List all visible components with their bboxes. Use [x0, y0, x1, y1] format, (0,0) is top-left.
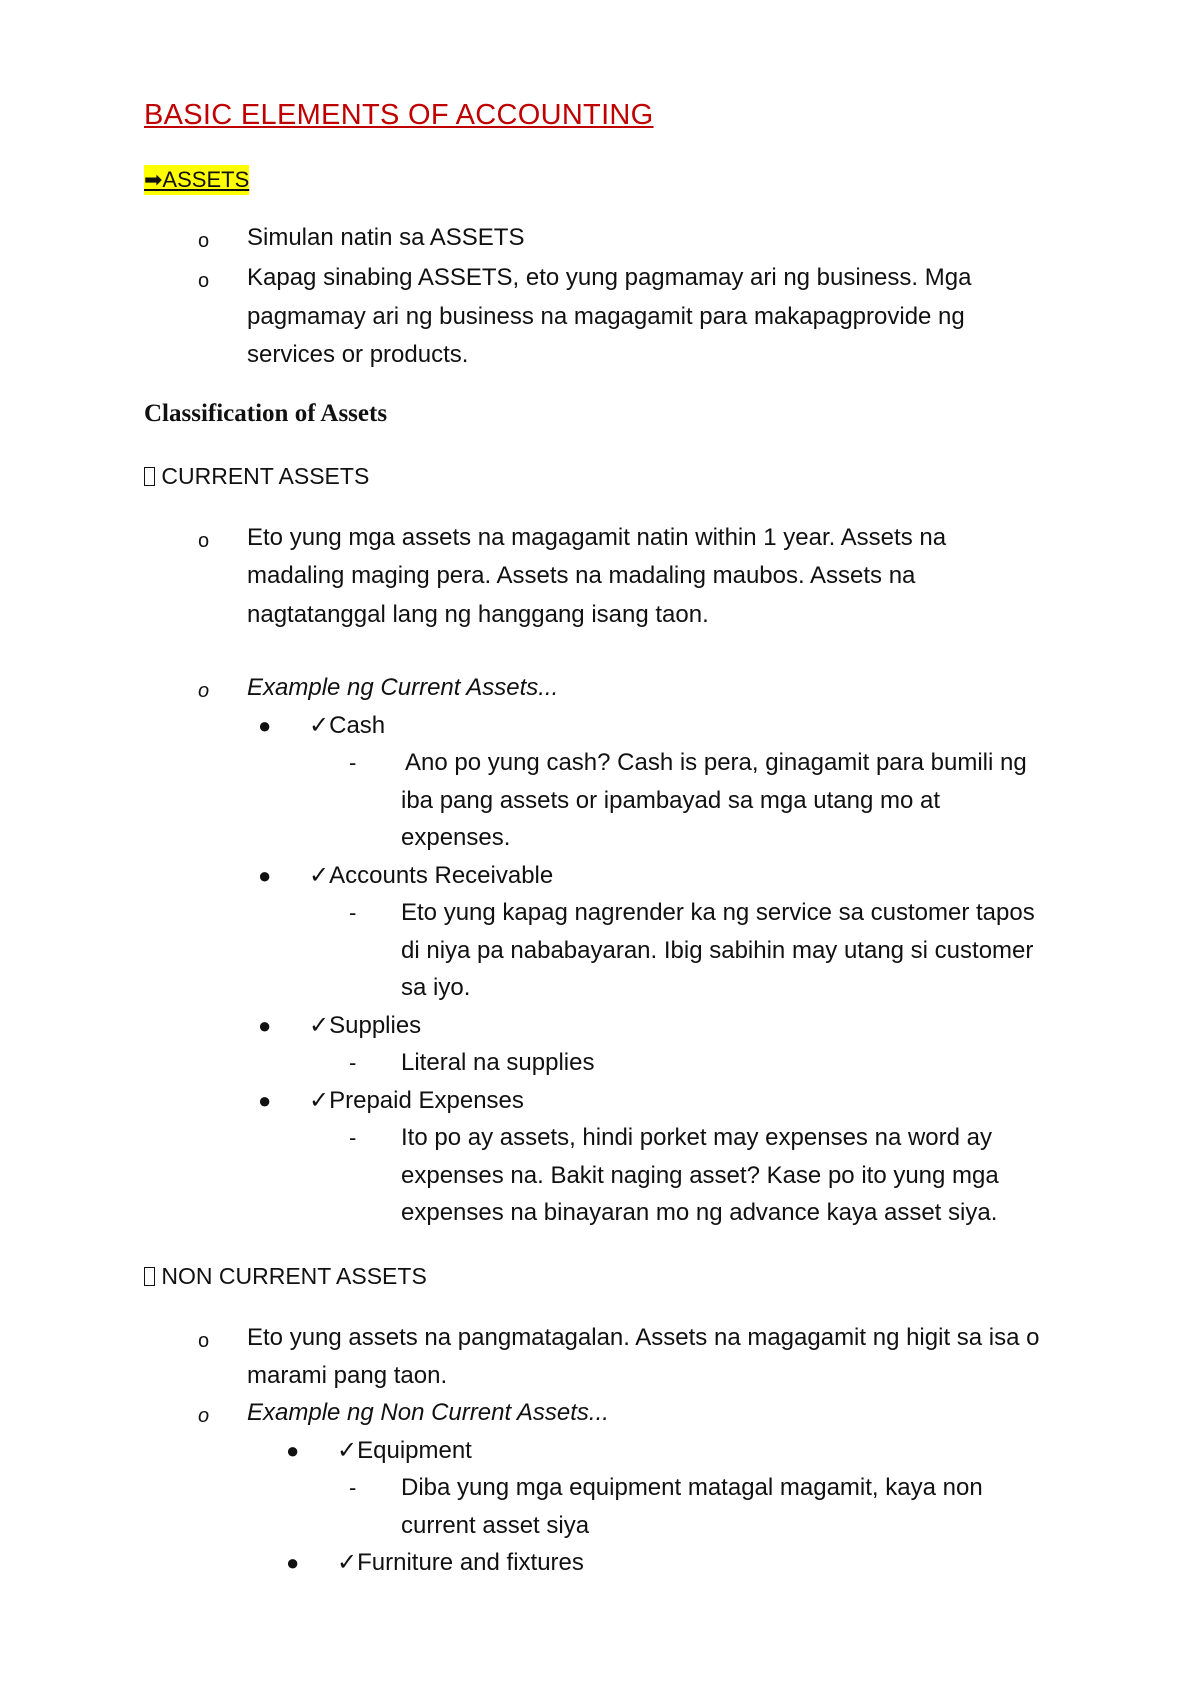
- box-icon: [144, 467, 155, 486]
- equipment-detail-line: current asset siya: [401, 1512, 590, 1539]
- bullet-icon: ●: [258, 863, 272, 888]
- current-example-label: Example ng Current Assets...: [247, 674, 559, 701]
- dash-icon: -: [349, 1050, 357, 1075]
- dash-icon: -: [349, 1125, 357, 1150]
- intro-line: Simulan natin sa ASSETS: [247, 224, 525, 251]
- current-item-prepaid-expenses: ✓Prepaid Expenses: [309, 1087, 524, 1114]
- circle-bullet-icon: o: [198, 270, 210, 292]
- cash-detail-line: iba pang assets or ipambayad sa mga utang mo at: [401, 787, 940, 814]
- dash-icon: -: [349, 900, 357, 925]
- intro-line: pagmamay ari ng business na magagamit para makapagprovide ng: [247, 303, 965, 330]
- prepaid-detail-line: expenses na binayaran mo ng advance kaya asset siya.: [401, 1199, 998, 1226]
- current-item-accounts-receivable: ✓Accounts Receivable: [309, 862, 554, 889]
- noncurrent-item-furniture-and-fixtures: ✓Furniture and fixtures: [337, 1549, 584, 1576]
- prepaid-detail-line: expenses na. Bakit naging asset? Kase po ito yung mga: [401, 1162, 999, 1189]
- bullet-icon: ●: [258, 1088, 272, 1113]
- prepaid-detail-line: Ito po ay assets, hindi porket may expenses na word ay: [401, 1124, 992, 1151]
- supplies-detail-line: Literal na supplies: [401, 1049, 595, 1076]
- noncurrent-description-line: Eto yung assets na pangmatagalan. Assets na magagamit ng higit sa isa o: [247, 1324, 1040, 1351]
- document-title: BASIC ELEMENTS OF ACCOUNTING: [144, 99, 654, 131]
- bullet-icon: ●: [286, 1550, 300, 1575]
- circle-bullet-icon: o: [198, 230, 210, 252]
- receivable-detail-line: Eto yung kapag nagrender ka ng service sa customer tapos: [401, 899, 1035, 926]
- current-item-supplies: ✓Supplies: [309, 1012, 422, 1039]
- noncurrent-example-label: Example ng Non Current Assets...: [247, 1399, 609, 1426]
- intro-line: Kapag sinabing ASSETS, eto yung pagmamay ari ng business. Mga: [247, 264, 972, 291]
- receivable-detail-line: sa iyo.: [401, 974, 471, 1001]
- noncurrent-assets-heading: NON CURRENT ASSETS: [144, 1261, 427, 1291]
- receivable-detail-line: di niya pa nababayaran. Ibig sabihin may utang si customer: [401, 937, 1034, 964]
- circle-bullet-icon: o: [198, 1405, 210, 1427]
- current-description-line: nagtatanggal lang ng hanggang isang taon.: [247, 601, 709, 628]
- circle-bullet-icon: o: [198, 530, 210, 552]
- dash-icon: -: [349, 750, 357, 775]
- bullet-icon: ●: [258, 1013, 272, 1038]
- classification-heading: Classification of Assets: [144, 400, 388, 427]
- noncurrent-item-equipment: ✓Equipment: [337, 1437, 472, 1464]
- current-item-cash: ✓Cash: [309, 712, 386, 739]
- dash-icon: -: [349, 1475, 357, 1500]
- current-assets-heading: CURRENT ASSETS: [144, 461, 369, 491]
- box-icon: [144, 1267, 155, 1286]
- cash-detail-line: expenses.: [401, 824, 511, 851]
- equipment-detail-line: Diba yung mga equipment matagal magamit, kaya non: [401, 1474, 983, 1501]
- current-description-line: madaling maging pera. Assets na madaling maubos. Assets na: [247, 562, 916, 589]
- assets-heading: ➡ASSETS: [144, 165, 249, 195]
- circle-bullet-icon: o: [198, 1330, 210, 1352]
- noncurrent-description-line: marami pang taon.: [247, 1362, 448, 1389]
- bullet-icon: ●: [286, 1438, 300, 1463]
- cash-detail-line: Ano po yung cash? Cash is pera, ginagamit para bumili ng: [405, 749, 1027, 776]
- intro-line: services or products.: [247, 341, 469, 368]
- bullet-icon: ●: [258, 713, 272, 738]
- current-description-line: Eto yung mga assets na magagamit natin within 1 year. Assets na: [247, 524, 947, 551]
- circle-bullet-icon: o: [198, 680, 210, 702]
